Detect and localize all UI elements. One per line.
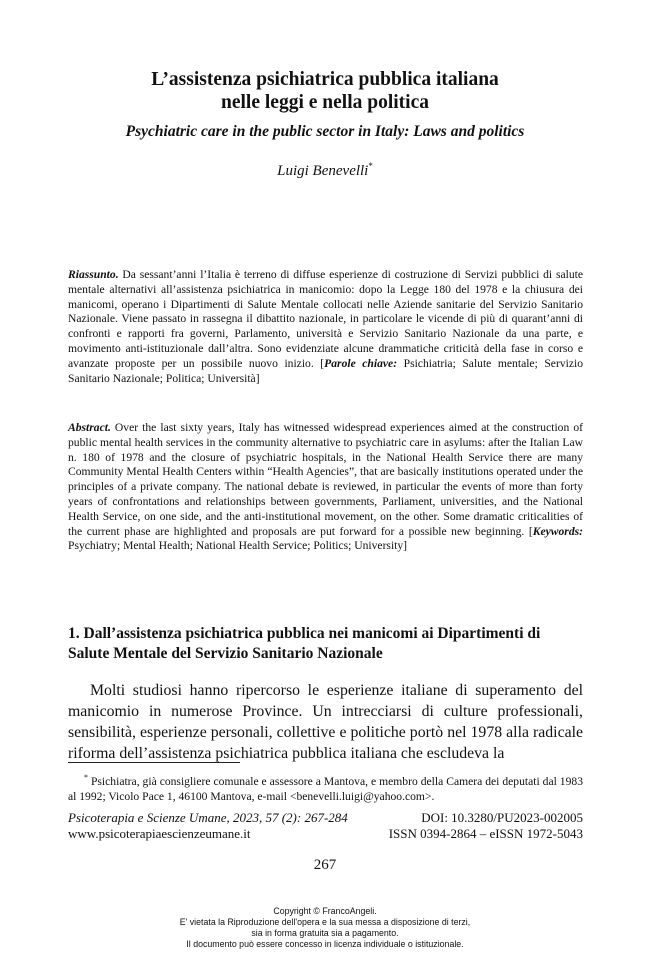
article-title-line-1: L’assistenza psichiatrica pubblica italiana [151, 69, 499, 90]
author-name: Luigi Benevelli [277, 163, 369, 179]
article-title-line-2: nelle leggi e nella politica [221, 92, 429, 113]
section-heading: 1. Dall’assistenza psichiatrica pubblica nei manicomi ai Dipartimenti di Salute Mentale del Servizio Sanitario Nazionale [68, 625, 541, 662]
copyright-line-4: Il documento può essere concesso in licenza individuale o istituzionale. [186, 939, 464, 949]
journal-citation: Psicoterapia e Scienze Umane, 2023, 57 (2): 267-284 [68, 810, 348, 825]
abstract-en-label: Abstract. [68, 421, 111, 434]
article-subtitle-english: Psychiatric care in the public sector in Italy: Laws and politics [125, 123, 525, 140]
english-abstract [68, 421, 583, 554]
article-title [60, 68, 590, 114]
footnote-divider [68, 762, 240, 763]
keywords-it-text: Psichiatria; Salute mentale; Servizio Sanitario Nazionale; Politica; Università] [68, 356, 583, 385]
keywords-it-label: Parole chiave: [324, 356, 398, 370]
journal-issn: ISSN 0394-2864 – eISSN 1972-5043 [388, 826, 583, 841]
abstract-en-text: Over the last sixty years, Italy has witnessed widespread experiences aimed at the construction of public mental health services in the community alternative to psychiatric care in asylums: after the Italian Law n. 180 of 1978 and the closure of psychiatric hospitals, in the National Health Service there are many Community Mental Health Centers within “Health Agencies”, that are basically institutions operated under the principles of a private company. The national debate is reviewed, in particular the events of more than forty years of confrontations and relationships between governments, Parliament, universities, and the National Health Service, on one side, and the anti-institutional movement, on the other. Some dramatic criticalities of the current phase are highlighted and proposals are put forward for a possible new beginning. [ [68, 421, 583, 538]
copyright-line-3: sia in forma gratuita sia a pagamento. [251, 928, 399, 938]
author-footnote [68, 770, 583, 804]
abstract-it-text: Da sessant’anni l’Italia è terreno di diffuse esperienze di costruzione di Servizi pubblici di salute mentale alternativi all’assistenza psichiatrica in manicomio: dopo la Legge 180 del 1978 e la chiusura dei manicomi, operano i Dipartimenti di Salute Mentale collocati nelle Aziende sanitarie del Servizio Sanitario Nazionale. Viene passato in rassegna il dibattito nazionale, in particolare le vicende di più di quarant’anni di confronti e rapporti fra governi, Parlamento, università e Servizio Sanitario Nazionale da una parte, e movimento anti-istituzionale dall’altra. Sono evidenziate alcune drammatiche criticità della fase in corso e avanzate proposte per un possibile nuovo inizio. [ [68, 268, 583, 370]
footnote-text: Psichiatra, già consigliere comunale e assessore a Mantova, e membro della Camera dei deputati dal 1983 al 1992; Vicolo Pace 1, 46100 Mantova, e-mail <benevelli.luigi@yahoo.com>. [68, 774, 583, 803]
body-paragraph: Molti studiosi hanno ripercorso le esperienze italiane di superamento del manicomio in numerose Province. Un intrecciarsi di culture professionali, sensibilità, esperienze personali, collettive e politiche portò nel 1978 alla radicale riforma dell’assistenza psichiatrica pubblica italiana che escludeva la [68, 682, 583, 762]
author-line [60, 161, 590, 180]
italian-abstract [68, 268, 583, 386]
author-footnote-mark: * [368, 161, 373, 171]
keywords-en-text: Psychiatry; Mental Health; National Health Service; Politics; University] [68, 539, 408, 553]
copyright-line-2: E' vietata la Riproduzione dell'opera e la sua messa a disposizione di terzi, [179, 917, 471, 927]
journal-doi: DOI: 10.3280/PU2023-002005 [421, 810, 583, 825]
journal-website: www.psicoterapiaescienzeumane.it [68, 826, 251, 841]
copyright-notice [0, 906, 650, 950]
keywords-en-label: Keywords: [532, 524, 583, 538]
page-number: 267 [313, 857, 337, 873]
footnote-mark: * [84, 773, 88, 782]
abstract-it-label: Riassunto. [68, 268, 119, 281]
copyright-line-1: Copyright © FrancoAngeli. [273, 906, 377, 916]
